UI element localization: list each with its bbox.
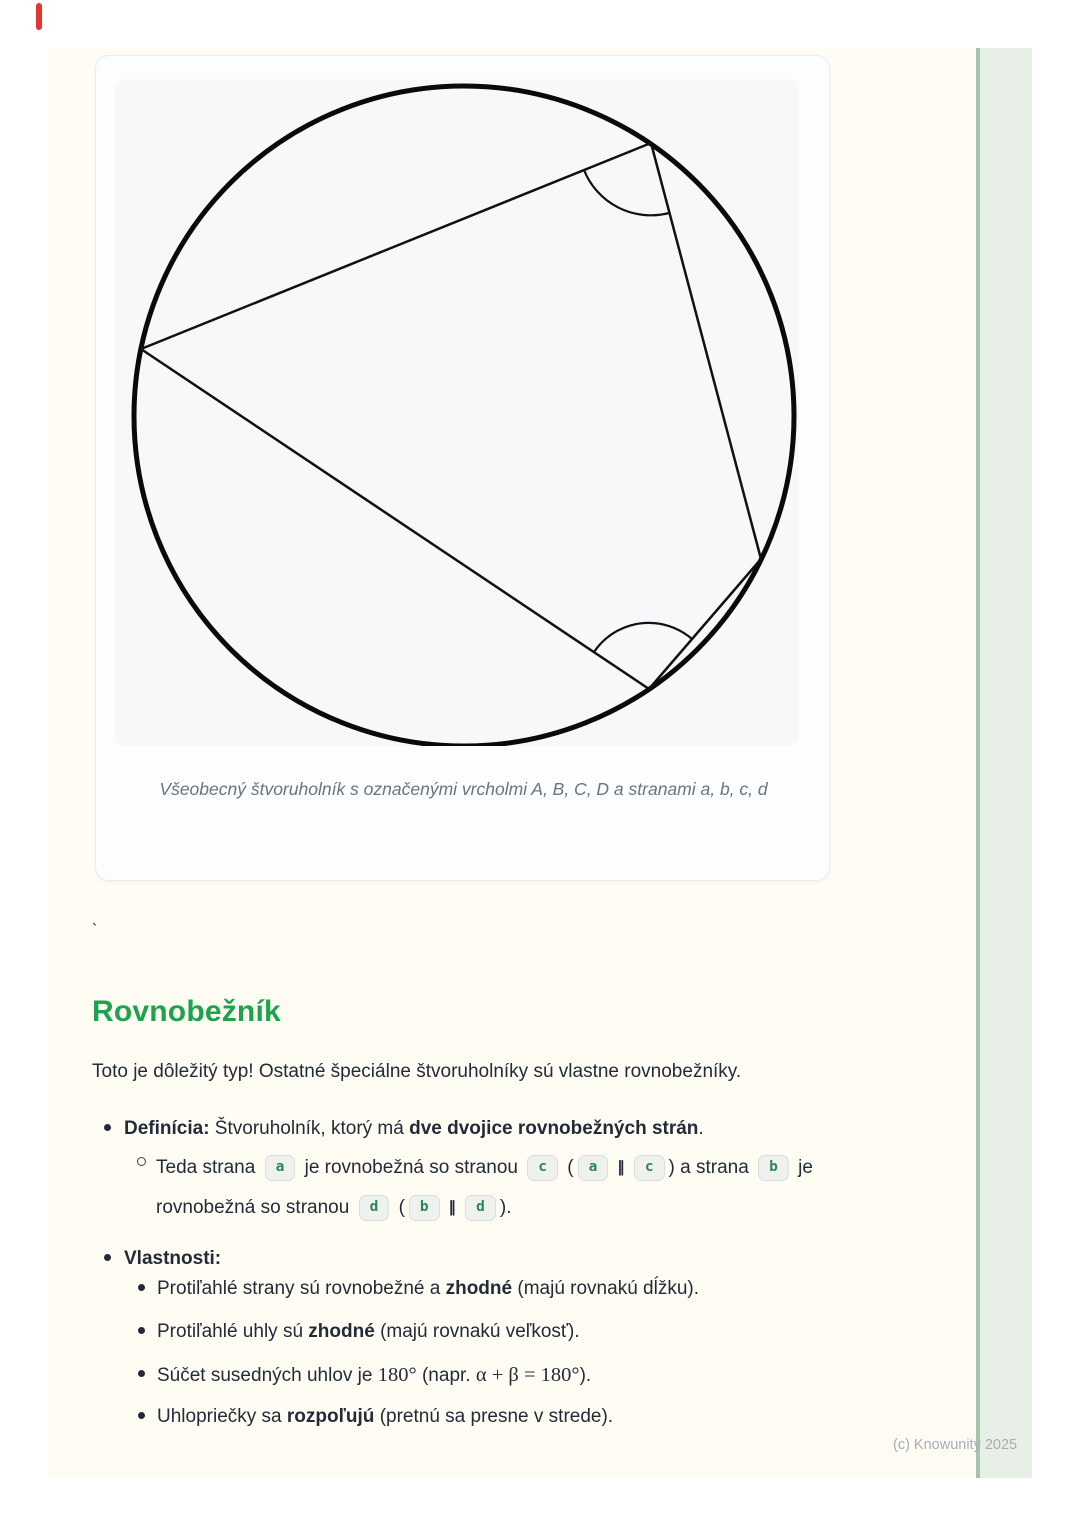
right-accent-stripe [976, 48, 1032, 1478]
side-a-chip: a [265, 1155, 296, 1181]
property-text: (pretnú sa presne v strede). [374, 1406, 614, 1427]
parallel-symbol: ∥ [617, 1159, 625, 1176]
property-text: Súčet susedných uhlov je [157, 1365, 378, 1386]
bullet-icon [104, 1254, 111, 1261]
side-b-chip: b [758, 1155, 789, 1181]
side-c-chip: c [634, 1155, 665, 1181]
bullet-icon [138, 1412, 145, 1419]
figure-image [115, 79, 799, 746]
bullet-icon [138, 1327, 145, 1334]
properties-label: Vlastnosti: [124, 1248, 222, 1269]
property-bold: zhodné [445, 1278, 513, 1299]
definition-label: Definícia: [124, 1118, 210, 1139]
side-d-chip: d [359, 1195, 390, 1221]
scroll-indicator-mark [36, 3, 42, 30]
bullet-icon [138, 1370, 145, 1377]
math-alpha-beta: α + β = 180° [475, 1364, 580, 1386]
cyclic-quadrilateral-figure [115, 79, 799, 746]
detail-text: Teda strana [156, 1157, 261, 1178]
section-heading: Rovnobežník [92, 995, 281, 1028]
property-text: Uhlopriečky sa [157, 1406, 287, 1427]
property-text: Protiľahlé uhly sú [157, 1321, 309, 1342]
detail-text: ( [561, 1157, 574, 1178]
figure-card [95, 55, 830, 881]
detail-text: ( [393, 1197, 405, 1218]
side-d-chip: d [465, 1195, 496, 1221]
figure-caption: Všeobecný štvoruholník s označenými vrcholmi A, B, C, D a stranami a, b, c, d [159, 779, 768, 799]
property-text: (napr. [416, 1365, 476, 1386]
definition-detail [156, 1148, 836, 1228]
definition-bold: dve dvojice rovnobežných strán [409, 1118, 699, 1139]
detail-text: ). [499, 1197, 512, 1218]
property-item [157, 1403, 857, 1431]
parallel-symbol: ∥ [448, 1199, 457, 1216]
property-bold: rozpoľujú [286, 1406, 375, 1427]
math-180deg: 180° [377, 1364, 417, 1386]
hollow-bullet-icon [137, 1157, 146, 1166]
definition-tail: . [698, 1118, 704, 1139]
side-c-chip: c [527, 1155, 558, 1181]
property-text: Protiľahlé strany sú rovnobežné a [157, 1278, 446, 1299]
copyright-text: (c) Knowunity 2025 [893, 1437, 1018, 1453]
property-item [157, 1275, 857, 1303]
detail-text: ) a strana [668, 1157, 755, 1178]
bullet-icon [138, 1284, 145, 1291]
property-bold: zhodné [308, 1321, 375, 1342]
intro-paragraph: Toto je dôležitý typ! Ostatné špeciálne štvoruholníky sú vlastne rovnobežníky. [92, 1061, 742, 1082]
bullet-icon [104, 1124, 111, 1131]
property-text: ). [579, 1365, 592, 1386]
side-b-chip: b [409, 1195, 440, 1221]
property-item [157, 1361, 857, 1391]
detail-text: je rovnobežná so stranou [299, 1157, 524, 1178]
side-a-chip: a [578, 1155, 609, 1181]
property-item [157, 1318, 857, 1346]
property-text: (majú rovnakú veľkosť). [374, 1321, 580, 1342]
property-text: (majú rovnakú dĺžku). [512, 1278, 699, 1299]
definition-lead: Štvoruholník, ktorý má [209, 1118, 410, 1139]
detail-text: je rovnobežná so stranou [156, 1157, 813, 1218]
definition-line [124, 1115, 844, 1143]
stray-backtick-text: ` [92, 922, 98, 939]
